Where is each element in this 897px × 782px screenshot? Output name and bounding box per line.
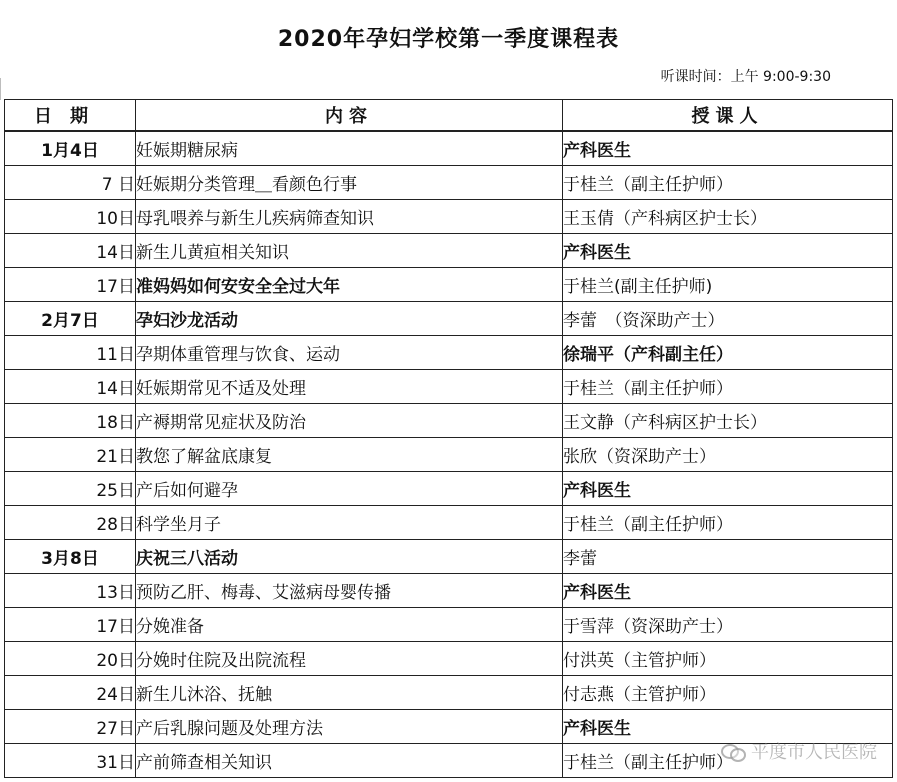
table-row bbox=[5, 540, 893, 574]
teacher-cell: 王文静（产科病区护士长） bbox=[563, 404, 893, 438]
content-cell: 妊娠期分类管理＿看颜色行事 bbox=[136, 166, 563, 200]
content-cell: 预防乙肝、梅毒、艾滋病母婴传播 bbox=[136, 574, 563, 608]
date-cell: 21日 bbox=[5, 438, 136, 472]
content-cell: 新生儿黄疸相关知识 bbox=[136, 234, 563, 268]
content-cell: 新生儿沐浴、抚触 bbox=[136, 676, 563, 710]
table-row bbox=[5, 302, 893, 336]
date-cell: 10日 bbox=[5, 200, 136, 234]
table-row bbox=[5, 676, 893, 710]
content-cell: 产褥期常见症状及防治 bbox=[136, 404, 563, 438]
page-title: 2020年孕妇学校第一季度课程表 bbox=[277, 27, 620, 52]
header-date: 日期 bbox=[5, 100, 136, 132]
teacher-cell: 产科医生 bbox=[563, 574, 893, 608]
table-row bbox=[5, 710, 893, 744]
table-row bbox=[5, 438, 893, 472]
class-time-note: 听课时间：上午 9:00-9:30 bbox=[660, 69, 831, 85]
teacher-cell: 李蕾 bbox=[563, 540, 893, 574]
content-cell: 庆祝三八活动 bbox=[136, 540, 563, 574]
content-cell: 产后乳腺问题及处理方法 bbox=[136, 710, 563, 744]
teacher-cell: 王玉倩（产科病区护士长） bbox=[563, 200, 893, 234]
header-teacher: 授课人 bbox=[563, 100, 893, 132]
content-cell: 产后如何避孕 bbox=[136, 472, 563, 506]
teacher-cell: 李蕾 （资深助产士） bbox=[563, 302, 893, 336]
content-cell: 孕期体重管理与饮食、运动 bbox=[136, 336, 563, 370]
teacher-cell: 产科医生 bbox=[563, 234, 893, 268]
content-cell: 妊娠期糖尿病 bbox=[136, 131, 563, 166]
course-schedule-table bbox=[4, 99, 893, 778]
date-cell: 24日 bbox=[5, 676, 136, 710]
content-cell: 分娩准备 bbox=[136, 608, 563, 642]
table-row bbox=[5, 234, 893, 268]
teacher-cell: 于桂兰（副主任护师） bbox=[563, 166, 893, 200]
teacher-cell: 张欣（资深助产士） bbox=[563, 438, 893, 472]
table-row bbox=[5, 472, 893, 506]
table-row bbox=[5, 642, 893, 676]
date-cell: 1月4日 bbox=[5, 131, 136, 166]
table-row bbox=[5, 608, 893, 642]
header-row bbox=[5, 100, 893, 132]
date-cell: 2月7日 bbox=[5, 302, 136, 336]
teacher-cell: 产科医生 bbox=[563, 131, 893, 166]
table-row bbox=[5, 268, 893, 302]
content-cell: 分娩时住院及出院流程 bbox=[136, 642, 563, 676]
date-cell: 3月8日 bbox=[5, 540, 136, 574]
header-content: 内容 bbox=[136, 100, 563, 132]
date-cell: 14日 bbox=[5, 234, 136, 268]
teacher-cell: 于桂兰（副主任护师） bbox=[563, 744, 893, 778]
table-row bbox=[5, 506, 893, 540]
date-cell: 13日 bbox=[5, 574, 136, 608]
date-cell: 17日 bbox=[5, 268, 136, 302]
content-cell: 孕妇沙龙活动 bbox=[136, 302, 563, 336]
teacher-cell: 付洪英（主管护师） bbox=[563, 642, 893, 676]
teacher-cell: 付志燕（主管护师） bbox=[563, 676, 893, 710]
date-cell: 18日 bbox=[5, 404, 136, 438]
date-cell: 27日 bbox=[5, 710, 136, 744]
corner-mark bbox=[0, 78, 4, 100]
content-cell: 妊娠期常见不适及处理 bbox=[136, 370, 563, 404]
date-cell: 31日 bbox=[5, 744, 136, 778]
date-cell: 7 日 bbox=[5, 166, 136, 200]
date-cell: 20日 bbox=[5, 642, 136, 676]
table-row bbox=[5, 336, 893, 370]
content-cell: 产前筛查相关知识 bbox=[136, 744, 563, 778]
date-cell: 28日 bbox=[5, 506, 136, 540]
teacher-cell: 于桂兰（副主任护师） bbox=[563, 370, 893, 404]
teacher-cell: 产科医生 bbox=[563, 472, 893, 506]
content-cell: 教您了解盆底康复 bbox=[136, 438, 563, 472]
content-cell: 科学坐月子 bbox=[136, 506, 563, 540]
table-row bbox=[5, 404, 893, 438]
content-cell: 母乳喂养与新生儿疾病筛查知识 bbox=[136, 200, 563, 234]
table-row bbox=[5, 744, 893, 778]
content-cell: 准妈妈如何安安全全过大年 bbox=[136, 268, 563, 302]
table-row bbox=[5, 131, 893, 166]
table-row bbox=[5, 166, 893, 200]
teacher-cell: 徐瑞平（产科副主任） bbox=[563, 336, 893, 370]
schedule-body bbox=[5, 131, 893, 778]
table-row bbox=[5, 574, 893, 608]
teacher-cell: 于桂兰（副主任护师） bbox=[563, 506, 893, 540]
watermark-text: 平度市人民医院 bbox=[751, 742, 877, 763]
table-row bbox=[5, 370, 893, 404]
date-cell: 25日 bbox=[5, 472, 136, 506]
table-row bbox=[5, 200, 893, 234]
date-cell: 11日 bbox=[5, 336, 136, 370]
teacher-cell: 于雪萍（资深助产士） bbox=[563, 608, 893, 642]
date-cell: 17日 bbox=[5, 608, 136, 642]
teacher-cell: 于桂兰(副主任护师) bbox=[563, 268, 893, 302]
teacher-cell: 产科医生 bbox=[563, 710, 893, 744]
date-cell: 14日 bbox=[5, 370, 136, 404]
